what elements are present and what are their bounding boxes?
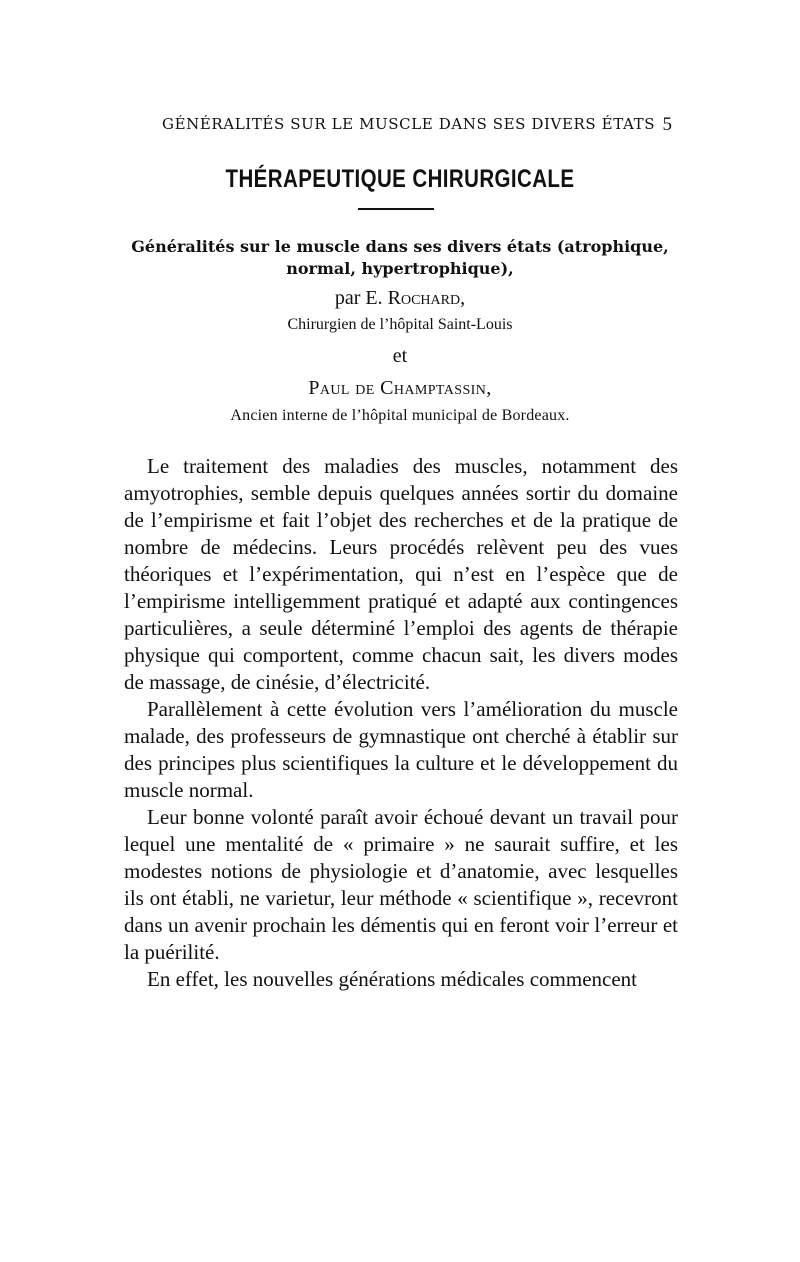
second-author-name: Paul de Champtassin,: [308, 377, 492, 399]
author-conjunction: et: [392, 345, 408, 367]
article-subtitle: [0, 236, 800, 280]
running-title: GÉNÉRALITÉS SUR LE MUSCLE DANS SES DIVERS ÉTATS: [162, 115, 656, 133]
article-title: THÉRAPEUTIQUE CHIRURGICALE: [225, 165, 575, 193]
running-head: [124, 115, 676, 139]
body-paragraph-3: Leur bonne volonté paraît avoir échoué devant un travail pour lequel une mentalité de « primaire » ne saurait suffire, et les modestes notions de physiologie et d’anatomie, avec lesquelles ils ont établi, ne varietur, leur méthode « scientifique », recevront dans un avenir prochain les démentis qui en feront voir l’erreur et la puérilité.: [124, 805, 678, 964]
byline: [0, 287, 800, 310]
subtitle-line-2: normal, hypertrophique),: [286, 259, 514, 278]
title-divider: [358, 208, 434, 210]
body-paragraph-2: Parallèlement à cette évolution vers l’amélioration du muscle malade, des professeurs de gymnastique ont cherché à établir sur des principes plus scientifiques la culture et le développement du muscle normal.: [124, 697, 678, 802]
first-author-name: Rochard,: [387, 287, 466, 309]
article-body: [124, 453, 678, 993]
first-author-affiliation: Chirurgien de l’hôpital Saint-Louis: [287, 316, 513, 333]
second-author-affiliation: Ancien interne de l’hôpital municipal de Bordeaux.: [230, 407, 570, 424]
byline-prefix: par E.: [334, 287, 383, 309]
body-paragraph-4: En effet, les nouvelles générations médicales commencent: [147, 967, 638, 991]
subtitle-line-1: Généralités sur le muscle dans ses divers états (atrophique,: [131, 237, 669, 256]
body-paragraph-1: Le traitement des maladies des muscles, notamment des amyotrophies, semble depuis quelques années sortir du domaine de l’empirisme et fait l’objet des recherches et de la pratique de nombre de médecins. Leurs procédés relèvent peu des vues théoriques et l’expérimentation, qui n’est en l’espèce que de l’empirisme intelligemment pratiqué et adapté aux contingences particulières, a seule déterminé l’emploi des agents de thérapie physique qui comportent, comme chacun sait, les divers modes de massage, de cinésie, d’électricité.: [124, 454, 678, 694]
page-number: 5: [662, 114, 672, 135]
